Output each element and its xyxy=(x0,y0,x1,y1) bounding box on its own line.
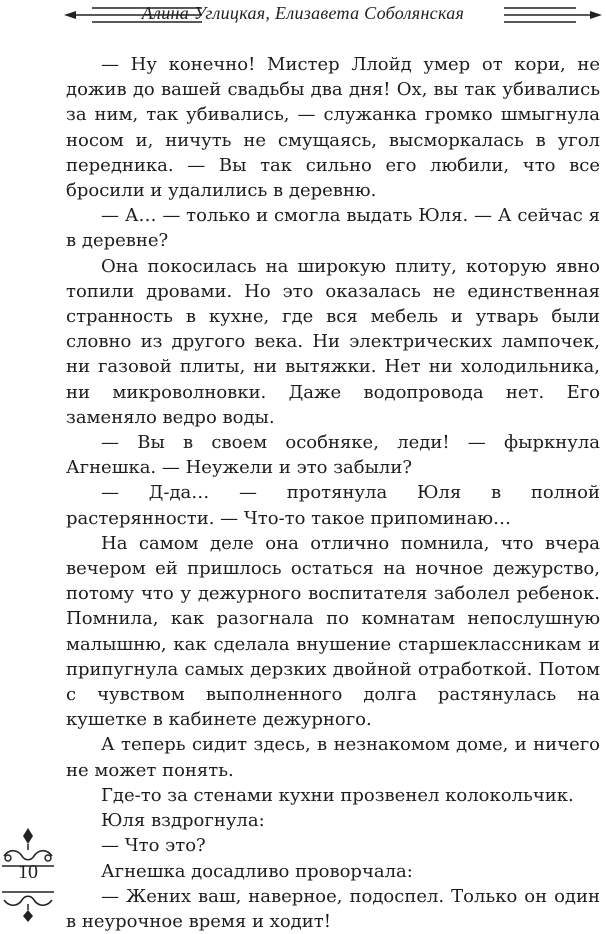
paragraph: Она покосилась на широкую плиту, которую явно топили дровами. Но это оказалась не единственная странность в кухне, где вся мебель и утварь были словно из другого века. Ни электрических лампочек, ни газовой плиты, ни вытяжки. Нет ни холодильника, ни микроволновки. Даже водопровода нет. Его заменяло ведро воды. xyxy=(66,255,600,428)
paragraph: — Что это? xyxy=(101,835,206,857)
page-body xyxy=(66,52,600,934)
paragraph: Агнешка досадливо проворчала: xyxy=(101,860,413,882)
paragraph: А теперь сидит здесь, в незнакомом доме, и ничего не может понять. xyxy=(66,734,600,781)
paragraph: Где-то за стенами кухни прозвенел колокольчик. xyxy=(101,784,574,806)
paragraph: Юля вздрогнула: xyxy=(101,810,265,832)
right-header-ornament xyxy=(496,0,606,30)
page-number: 10 xyxy=(18,861,38,883)
paragraph: — Жених ваш, наверное, подоспел. Только он один в неурочное время и ходит! xyxy=(66,885,600,932)
paragraph: — Ну конечно! Мистер Ллойд умер от кори, не дожив до вашей свадьбы два дня! Ох, вы так убивались за ним, так убивались, — служанка громко шмыгнула носом и, ничуть не смущаясь, высморкалась в угол передника. — Вы так сильно его любили, что все бросили и удалились в деревню. xyxy=(66,54,600,202)
paragraph: — А… — только и смогла выдать Юля. — А сейчас я в деревне? xyxy=(66,205,600,252)
paragraph: — Вы в своем особняке, леди! — фыркнула Агнешка. — Неужели и это забыли? xyxy=(66,432,600,479)
paragraph: — Д-да… — протянула Юля в полной растерянности. — Что-то такое припоминаю… xyxy=(66,482,600,529)
running-header xyxy=(0,0,606,30)
running-head-title: Алина Углицкая, Елизавета Соболянская xyxy=(141,3,465,23)
paragraph: На самом деле она отлично помнила, что вчера вечером ей пришлось остаться на ночное дежурство, потому что у дежурного воспитателя заболел ребенок. Помнила, как разогнала по комнатам непослушную малышню, как сделала внушение старшеклассникам и припугнула самых дерзких двойной отработкой. Потом с чувством выполненного долга растянулась на кушетке в кабинете дежурного. xyxy=(66,532,600,731)
